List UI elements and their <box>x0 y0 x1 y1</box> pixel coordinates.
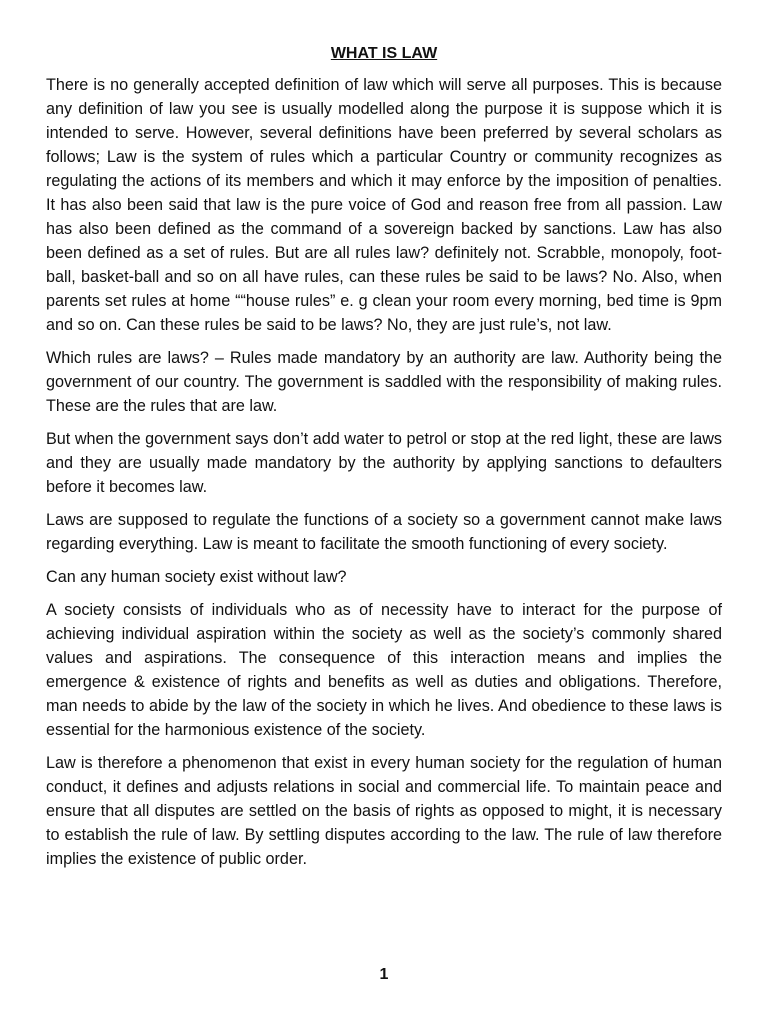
paragraph-rule-of-law: Law is therefore a phenomenon that exist in every human society for the regulation of human conduct, it defines and adjusts relations in social and commercial life. To maintain peace and ensure that all disputes are settled on the basis of rights as opposed to might, it is necessary to establish the rule of law. By settling disputes according to the law. The rule of law therefore implies the existence of public order. <box>46 754 722 868</box>
paragraph-society-individuals: A society consists of individuals who as of necessity have to interact for the purpose of achieving individual aspiration within the society as well as the society’s commonly shared values and aspirations. The consequence of this interaction means and implies the emergence & existence of rights and benefits as well as duties and obligations. Therefore, man needs to abide by the law of the society in which he lives. And obedience to these laws is essential for the harmonious existence of the society. <box>46 601 722 739</box>
paragraph-which-rules: Which rules are laws? – Rules made mandatory by an authority are law. Authority being the government of our country. The government is saddled with the responsibility of making rules. These are the rules that are law. <box>46 349 722 415</box>
page-number: 1 <box>379 966 389 983</box>
paragraph-regulate-society: Laws are supposed to regulate the functions of a society so a government cannot make laws regarding everything. Law is meant to facilitate the smooth functioning of every society. <box>46 511 722 553</box>
document-body <box>46 44 722 880</box>
paragraph-government-laws: But when the government says don’t add water to petrol or stop at the red light, these are laws and they are usually made mandatory by the authority by applying sanctions to defaulters before it becomes law. <box>46 430 722 496</box>
paragraph-question: Can any human society exist without law? <box>46 568 347 586</box>
paragraph-definitions: There is no generally accepted definition of law which will serve all purposes. This is because any definition of law you see is usually modelled along the purpose it is suppose which it is intended to serve. However, several definitions have been preferred by several scholars as follows; Law is the system of rules which a particular Country or community recognizes as regulating the actions of its members and which it may enforce by the imposition of penalties. It has also been said that law is the pure voice of God and reason free from all passion. Law has also been defined as the command of a sovereign backed by sanctions. Law has also been defined as a set of rules. But are all rules law? definitely not. Scrabble, monopoly, foot-ball, basket-ball and so on all have rules, can these rules be said to be laws? No. Also, when parents set rules at home ““house rules” e. g clean your room every morning, bed time is 9pm and so on. Can these rules be said to be laws? No, they are just rule’s, not law. <box>46 76 722 334</box>
document-title: WHAT IS LAW <box>330 45 438 62</box>
